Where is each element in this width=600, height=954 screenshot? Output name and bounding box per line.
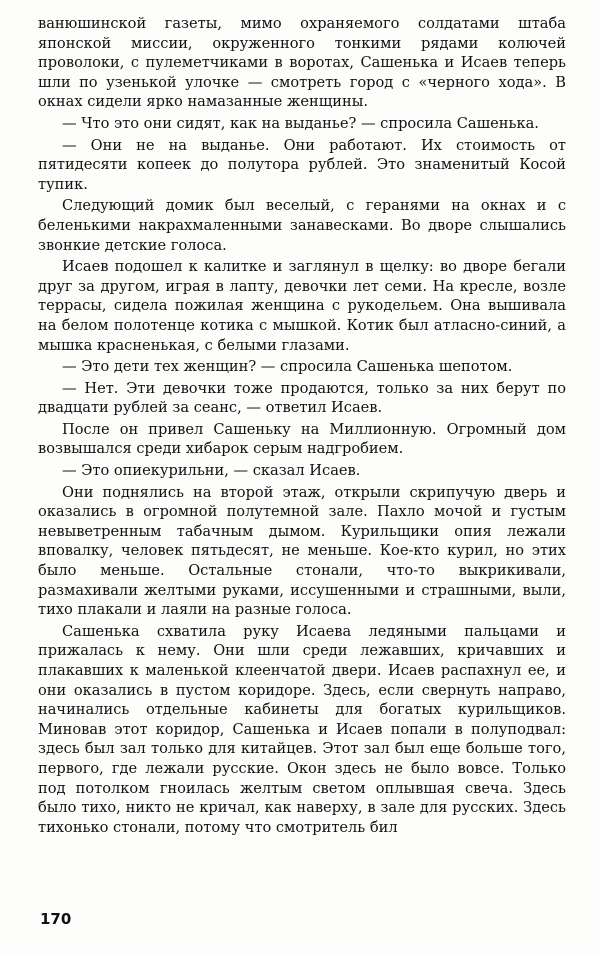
paragraph-5: Исаев подошел к калитке и заглянул в щелку: во дворе бегали друг за другом, играя в лапту, девочки лет семи. На кресле, возле террасы, сидела пожилая женщина с рукодельем. Она вышивала на белом полотенце котика с мышкой. Котик был атласно-синий, а мышка красненькая, с белыми глазами. [38, 258, 566, 354]
body-text [38, 14, 566, 839]
paragraph-1: ванюшинской газеты, мимо охраняемого солдатами штаба японской миссии, окруженного тонкими рядами колючей проволоки, с пулеметчиками в воротах, Сашенька и Исаев теперь шли по узенькой улочке — смотреть город с «черного хода». В окнах сидели ярко намазанные женщины. [38, 15, 566, 111]
paragraph-8: После он привел Сашеньку на Миллионную. Огромный дом возвышался среди хибарок серым надгробием. [38, 420, 566, 458]
paragraph-9: — Это опиекурильни, — сказал Исаев. [62, 462, 361, 480]
paragraph-10: Они поднялись на второй этаж, открыли скрипучую дверь и оказались в огромной полутемной зале. Пахло мочой и густым невыветренным табачным дымом. Курильщики опия лежали вповалку, человек пятьдесят, не меньше. Кое-кто курил, но этих было меньше. Остальные стонали, что-то выкрикивали, размахивали желтыми руками, иссушенными и страшными, выли, тихо плакали и лаяли на разные голоса. [38, 483, 566, 619]
paragraph-6: — Это дети тех женщин? — спросила Сашенька шепотом. [62, 358, 513, 376]
page-number: 170 [40, 910, 72, 928]
paragraph-11: Сашенька схватила руку Исаева ледяными пальцами и прижалась к нему. Они шли среди лежавших, кричавших и плакавших к маленькой клеенчатой двери. Исаев распахнул ее, и они оказались в пустом коридоре. Здесь, если свернуть направо, начинались отдельные кабинеты для богатых курильщиков. Миновав этот коридор, Сашенька и Исаев попали в полуподвал: здесь был зал только для китайцев. Этот зал был еще больше того, первого, где лежали русские. Окон здесь не было вовсе. Только под потолком гноилась желтым светом оплывшая свеча. Здесь было тихо, никто не кричал, как наверху, в зале для русских. Здесь тихонько стонали, потому что смотритель бил [38, 622, 566, 836]
paragraph-3: — Они не на выданье. Они работают. Их стоимость от пятидесяти копеек до полутора рублей. Это знаменитый Косой тупик. [38, 136, 566, 193]
paragraph-7: — Нет. Эти девочки тоже продаются, только за них берут по двадцати рублей за сеанс, — ответил Исаев. [38, 379, 566, 417]
paragraph-4: Следующий домик был веселый, с геранями на окнах и с беленькими накрахмаленными занавесками. Во дворе слышались звонкие детские голоса. [38, 197, 566, 254]
paragraph-2: — Что это они сидят, как на выданье? — спросила Сашенька. [62, 114, 539, 132]
